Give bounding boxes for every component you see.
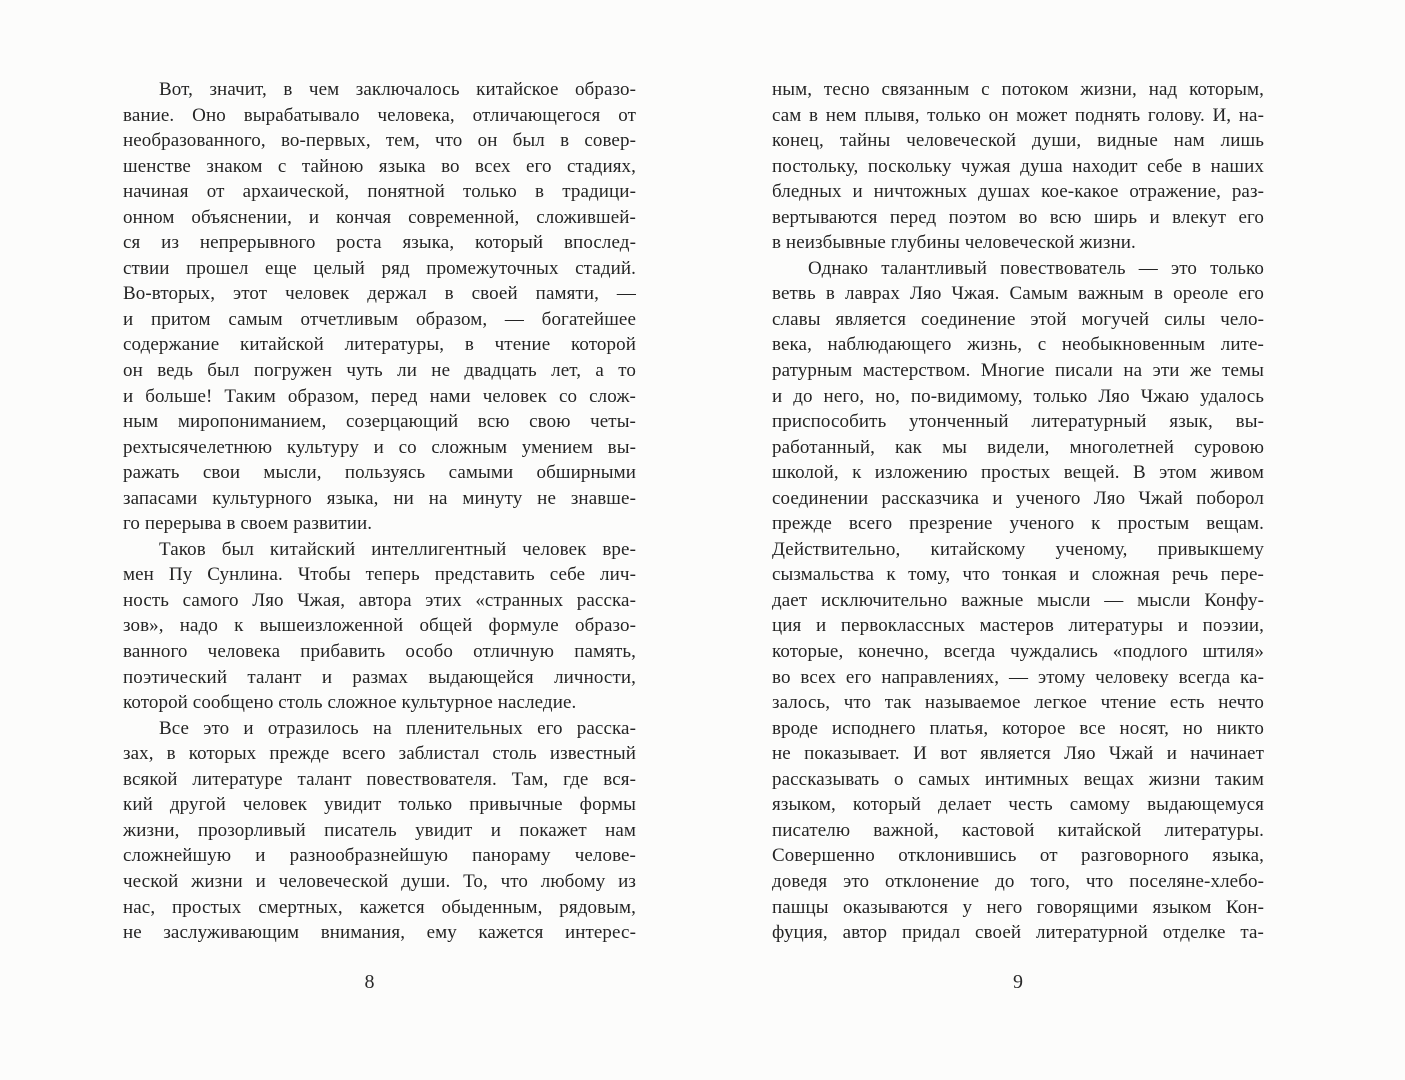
text-line: мен Пу Сунлина. Чтобы теперь представить себе лич-: [123, 564, 636, 586]
text-line: залось, что так называемое легкое чтение есть нечто: [772, 692, 1264, 714]
text-line: и до него, но, по-видимому, только Ляо Чжаю удалось: [772, 385, 1264, 407]
text-line: которые, конечно, всегда чуждались «подлого штиля»: [772, 641, 1264, 663]
text-line: во всех его направлениях, — этому человеку всегда ка-: [772, 666, 1264, 688]
text-line: онном объяснении, и кончая современной, сложившей-: [123, 206, 636, 228]
text-line: сам в нем плывя, только он может поднять голову. И, на-: [772, 104, 1264, 126]
text-line: он ведь был погружен чуть ли не двадцать лет, а то: [123, 360, 636, 382]
right-page-number: 9: [1013, 971, 1023, 993]
text-line: шенстве знаком с тайною языка во всех его стадиях,: [123, 155, 636, 177]
text-line: ся из непрерывного роста языка, который впослед-: [123, 232, 636, 254]
left-page-text: [123, 77, 636, 946]
right-page-text: [772, 77, 1264, 946]
text-line: сложнейшую и разнообразнейшую панораму челове-: [123, 845, 636, 867]
text-line: необразованного, во-первых, тем, что он был в совер-: [123, 130, 636, 152]
text-line: жизни, прозорливый писатель увидит и покажет нам: [123, 819, 636, 841]
text-line: ность самого Ляо Чжая, автора этих «странных расска-: [123, 589, 636, 611]
text-line: вание. Оно вырабатывало человека, отличающегося от: [123, 104, 636, 126]
text-line: рехтысячелетнюю культуру и со сложным умением вы-: [123, 436, 636, 458]
text-line: зов», надо к вышеизложенной общей формуле образо-: [123, 615, 636, 637]
text-line: ванного человека прибавить особо отличную память,: [123, 641, 636, 663]
text-line: Действительно, китайскому ученому, привыкшему: [772, 538, 1264, 560]
text-line: Совершенно отклонившись от разговорного языка,: [772, 845, 1264, 867]
text-line: и больше! Таким образом, перед нами человек со слож-: [123, 385, 636, 407]
text-line: Во-вторых, этот человек держал в своей памяти, —: [123, 283, 636, 305]
text-line: прежде всего презрение ученого к простым вещам.: [772, 513, 1264, 535]
text-line: ратурным мастерством. Многие писали на эти же темы: [772, 360, 1264, 382]
text-line: нас, простых смертных, кажется обыденным, рядовым,: [123, 896, 636, 918]
text-line: го перерыва в своем развитии.: [123, 513, 373, 535]
text-line: не заслуживающим внимания, ему кажется интерес-: [123, 922, 636, 944]
text-line: содержание китайской литературы, в чтение которой: [123, 334, 636, 356]
text-line: зах, в которых прежде всего заблистал столь известный: [123, 743, 636, 765]
text-line: Все это и отразилось на пленительных его расска-: [159, 717, 636, 739]
text-line: дает исключительно важные мысли — мысли Конфу-: [772, 589, 1264, 611]
text-line: языком, который делает честь самому выдающемуся: [772, 794, 1264, 816]
text-line: ным, тесно связанным с потоком жизни, над которым,: [772, 79, 1264, 100]
text-line: Вот, значит, в чем заключалось китайское образо-: [159, 79, 636, 100]
text-line: Однако талантливый повествователь — это только: [808, 257, 1264, 279]
text-line: рассказывать о самых интимных вещах жизни таким: [772, 768, 1264, 790]
text-line: кий другой человек увидит только привычные формы: [123, 794, 636, 816]
text-line: доведя это отклонение до того, что поселяне-хлебо-: [772, 870, 1264, 892]
text-line: работанный, как мы видели, многолетней суровою: [772, 436, 1264, 458]
text-line: запасами культурного языка, ни на минуту не знавше-: [123, 487, 636, 509]
text-line: не показывает. И вот является Ляо Чжай и начинает: [772, 743, 1264, 765]
text-line: века, наблюдающего жизнь, с необыкновенным лите-: [772, 334, 1264, 356]
text-line: ным миропониманием, созерцающий всю свою четы-: [123, 411, 636, 433]
text-line: приспособить утонченный литературный язык, вы-: [772, 411, 1264, 433]
text-line: писателю важной, кастовой китайской литературы.: [772, 819, 1264, 841]
text-line: всякой литературе талант повествователя. Там, где вся-: [123, 768, 636, 790]
text-line: славы является соединение этой могучей силы чело-: [772, 308, 1264, 330]
text-line: бледных и ничтожных душах кое-какое отражение, раз-: [772, 181, 1264, 203]
text-line: ветвь в лаврах Ляо Чжая. Самым важным в ореоле его: [772, 283, 1264, 305]
text-line: которой сообщено столь сложное культурное наследие.: [123, 692, 577, 714]
text-line: ческой жизни и человеческой души. То, что любому из: [123, 870, 636, 892]
left-page-number: 8: [364, 971, 375, 993]
text-line: поэтический талант и размах выдающейся личности,: [123, 666, 636, 688]
text-line: постольку, поскольку чужая душа находит себе в наших: [772, 155, 1264, 177]
text-line: школой, к изложению простых вещей. В этом живом: [772, 462, 1264, 484]
text-line: и притом самым отчетливым образом, — богатейшее: [123, 308, 636, 330]
text-line: в неизбывные глубины человеческой жизни.: [772, 232, 1136, 254]
text-line: ражать свои мысли, пользуясь самыми обширными: [123, 462, 636, 484]
text-line: конец, тайны человеческой души, видные нам лишь: [772, 130, 1264, 152]
text-line: ствии прошел еще целый ряд промежуточных стадий.: [123, 257, 636, 279]
text-line: пашцы оказываются у него говорящими языком Кон-: [772, 896, 1264, 918]
text-line: вроде исподнего платья, которое все носят, но никто: [772, 717, 1264, 739]
text-line: начиная от архаической, понятной только в традици-: [123, 181, 636, 203]
text-line: сызмальства к тому, что тонкая и сложная речь пере-: [772, 564, 1264, 586]
text-line: Таков был китайский интеллигентный человек вре-: [159, 538, 636, 560]
text-line: вертываются перед поэтом во всю ширь и влекут его: [772, 206, 1264, 228]
text-line: ция и первоклассных мастеров литературы и поэзии,: [772, 615, 1264, 637]
text-line: соединении рассказчика и ученого Ляо Чжай поборол: [772, 487, 1264, 509]
text-line: фуция, автор придал своей литературной отделке та-: [772, 922, 1264, 944]
